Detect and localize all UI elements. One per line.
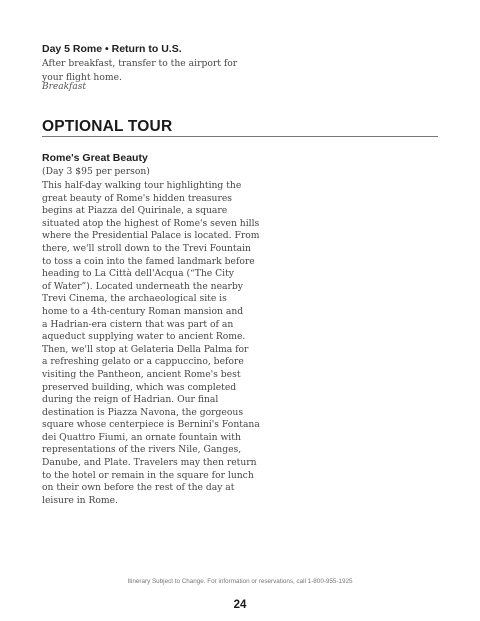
tour-description-line: representations of the rivers Nile, Ganges, <box>42 444 242 456</box>
tour-price: (Day 3 $95 per person) <box>42 166 150 177</box>
tour-description-line: visiting the Pantheon, ancient Rome's best <box>42 368 241 380</box>
tour-description-line: great beauty of Rome's hidden treasures <box>42 192 232 204</box>
tour-description-line: leisure in Rome. <box>42 494 118 506</box>
section-title: OPTIONAL TOUR <box>42 118 173 135</box>
tour-description-line: to toss a coin into the famed landmark before <box>42 255 255 267</box>
tour-description <box>42 180 260 507</box>
tour-description-line: during the reign of Hadrian. Our final <box>42 394 219 406</box>
tour-description-line: begins at Piazza del Quirinale, a square <box>42 205 228 217</box>
tour-description-line: Then, we'll stop at Gelateria Della Palma for <box>42 343 249 355</box>
tour-description-line: square whose centerpiece is Bernini's Fontana <box>42 419 260 431</box>
tour-description-line: dei Quattro Fiumi, an ornate fountain with <box>42 431 241 443</box>
meals-included: Breakfast <box>42 82 86 92</box>
tour-description-line: This half-day walking tour highlighting the <box>42 180 242 191</box>
day-description: After breakfast, transfer to the airport for your flight home. <box>42 58 238 83</box>
day-title: Day 5 Rome • Return to U.S. <box>42 43 182 55</box>
tour-description-line: a Hadrian-era cistern that was part of an <box>42 318 234 330</box>
tour-description-line: on their own before the rest of the day at <box>42 482 235 494</box>
tour-description-line: there, we'll stroll down to the Trevi Fountain <box>42 242 251 254</box>
tour-title: Rome's Great Beauty <box>42 152 148 164</box>
tour-description-line: of Water”). Located underneath the nearby <box>42 280 243 292</box>
tour-description-line: preserved building, which was completed <box>42 381 237 393</box>
tour-description-line: Trevi Cinema, the archaeological site is <box>42 293 227 305</box>
page-number: 24 <box>233 599 247 611</box>
tour-description-line: where the Presidential Palace is located. From <box>42 230 260 242</box>
section-divider <box>42 136 438 137</box>
tour-description-line: to the hotel or remain in the square for lunch <box>42 469 254 481</box>
tour-description-line: Danube, and Plate. Travelers may then return <box>42 457 257 469</box>
tour-description-line: a refreshing gelato or a cappuccino, before <box>42 356 244 368</box>
tour-description-line: destination is Piazza Navona, the gorgeous <box>42 406 244 418</box>
tour-description-line: home to a 4th-century Roman mansion and <box>42 305 244 317</box>
tour-description-line: situated atop the highest of Rome's seven hills <box>42 217 260 229</box>
footer-note: Itinerary Subject to Change. For information or reservations, call 1-800-955-1925 <box>127 578 353 585</box>
tour-description-line: heading to La Città dell'Acqua (“The City <box>42 268 234 280</box>
tour-description-line: aqueduct supplying water to ancient Rome. <box>42 331 246 343</box>
